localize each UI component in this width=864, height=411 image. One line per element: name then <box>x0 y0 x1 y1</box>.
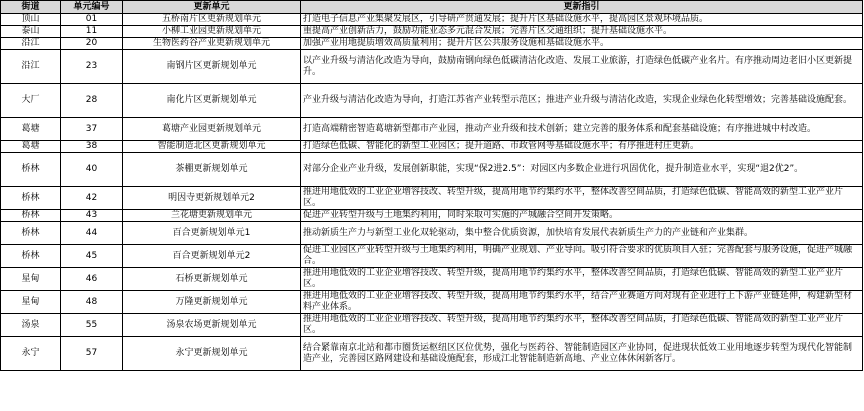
renewal-guide-cell: 结合紧靠南京北站和都市圈货运枢纽区区位优势，强化与医药谷、智能制造园区产业协同，促进现状低效工业用地逐步转型为现代化智能制造产业，完善园区路网建设和基础设施配套，形成江北智能制造新高地、产业立体休闲新客厅。 <box>301 337 863 371</box>
unit-code-cell: 28 <box>61 84 123 118</box>
street-cell: 桥林 <box>1 187 61 210</box>
table-row <box>1 222 863 245</box>
unit-code-cell: 38 <box>61 141 123 153</box>
renewal-guide-cell: 对部分企业产业升级，发展创新职能，实现“保2进2.5”：对园区内多数企业进行巩固优化，提升制造业水平，实现“退2优2”。 <box>301 153 863 187</box>
table-row <box>1 84 863 118</box>
renewal-guide-cell: 加强产业用地提质增效高质量利用；提升片区公共服务设施和基础设施水平。 <box>301 38 863 50</box>
table-row <box>1 187 863 210</box>
street-cell: 桥林 <box>1 245 61 268</box>
table-row <box>1 337 863 371</box>
header-street: 街道 <box>1 1 61 14</box>
unit-code-cell: 44 <box>61 222 123 245</box>
renewal-guide-cell: 推进用地低效的工业企业增容技改、转型升级，提高用地节约集约水平，整体改善空间品质，打造绿色低碳、智能高效的新型工业产业片区。 <box>301 268 863 291</box>
header-renewal-guide: 更新指引 <box>301 1 863 14</box>
renewal-guide-cell: 产业升级与清洁化改造为导向，打造江苏省产业转型示范区；推进产业升级与清洁化改造，实现企业绿色化转型增效；完善基础设施配套。 <box>301 84 863 118</box>
street-cell: 大厂 <box>1 84 61 118</box>
renewal-unit-cell: 万隆更新规划单元 <box>123 291 301 314</box>
unit-code-cell: 40 <box>61 153 123 187</box>
street-cell: 星甸 <box>1 291 61 314</box>
unit-code-cell: 46 <box>61 268 123 291</box>
unit-code-cell: 01 <box>61 14 123 26</box>
renewal-unit-cell: 南钢片区更新规划单元 <box>123 50 301 84</box>
renewal-unit-cell: 百合更新规划单元1 <box>123 222 301 245</box>
renewal-guide-cell: 推进用地低效的工业企业增容技改、转型升级，提高用地节约集约水平，结合产业赛道方向对现有企业进行上下游产业链延伸，构建新型材料产业体系。 <box>301 291 863 314</box>
table-row <box>1 141 863 153</box>
header-renewal-unit: 更新单元 <box>123 1 301 14</box>
renewal-unit-cell: 五桥南片区更新规划单元 <box>123 14 301 26</box>
renewal-unit-cell: 兰花塘更新规划单元 <box>123 210 301 222</box>
renewal-guide-cell: 重提高产业创新活力，鼓励功能业态多元混合发展；完善片区交通组织；提升基础设施水平。 <box>301 26 863 38</box>
table-row <box>1 153 863 187</box>
renewal-unit-cell: 石桥更新规划单元 <box>123 268 301 291</box>
street-cell: 星甸 <box>1 268 61 291</box>
street-cell: 沿江 <box>1 38 61 50</box>
table-header-row <box>1 1 863 14</box>
renewal-guide-cell: 促进产业转型升级与土地集约利用，同时采取可实施的产城融合空间开发策略。 <box>301 210 863 222</box>
renewal-unit-cell: 生物医药谷产业更新规划单元 <box>123 38 301 50</box>
unit-code-cell: 11 <box>61 26 123 38</box>
street-cell: 桥林 <box>1 153 61 187</box>
renewal-guide-cell: 推进用地低效的工业企业增容技改、转型升级，提高用地节约集约水平，整体改善空间品质，打造绿色低碳、智能高效的新型工业产业片区。 <box>301 187 863 210</box>
street-cell: 永宁 <box>1 337 61 371</box>
table-row <box>1 210 863 222</box>
renewal-guide-cell: 以产业升级与清洁化改造为导向，鼓励南钢向绿色低碳清洁化改造、发展工业旅游，打造绿色低碳产业名片。有序推动周边老旧小区更新提升。 <box>301 50 863 84</box>
renewal-unit-cell: 南化片区更新规划单元 <box>123 84 301 118</box>
unit-code-cell: 48 <box>61 291 123 314</box>
street-cell: 桥林 <box>1 222 61 245</box>
table-row <box>1 26 863 38</box>
street-cell: 汤泉 <box>1 314 61 337</box>
street-cell: 桥林 <box>1 210 61 222</box>
table-row <box>1 38 863 50</box>
unit-code-cell: 20 <box>61 38 123 50</box>
street-cell: 葛塘 <box>1 118 61 141</box>
renewal-guide-cell: 打造绿色低碳、智能化的新型工业园区；提升道路、市政管网等基础设施水平；有序推进村庄更新。 <box>301 141 863 153</box>
street-cell: 泰山 <box>1 26 61 38</box>
header-unit-code: 单元编号 <box>61 1 123 14</box>
street-cell: 顶山 <box>1 14 61 26</box>
renewal-unit-cell: 百合更新规划单元2 <box>123 245 301 268</box>
street-cell: 沿江 <box>1 50 61 84</box>
renewal-guide-cell: 推动新质生产力与新型工业化双轮驱动，集中整合优质资源，加快培育发展代表新质生产力的产业链和产业集群。 <box>301 222 863 245</box>
table-row <box>1 50 863 84</box>
renewal-guide-cell: 打造电子信息产业集聚发展区，引导研产贯通发展；提升片区基础设施水平，提高园区景观环境品质。 <box>301 14 863 26</box>
unit-code-cell: 37 <box>61 118 123 141</box>
renewal-unit-cell: 小柳工业园更新规划单元 <box>123 26 301 38</box>
renewal-unit-cell: 明因寺更新规划单元2 <box>123 187 301 210</box>
table-row <box>1 314 863 337</box>
renewal-unit-cell: 永宁更新规划单元 <box>123 337 301 371</box>
unit-code-cell: 45 <box>61 245 123 268</box>
table-row <box>1 291 863 314</box>
table-row <box>1 118 863 141</box>
renewal-guide-cell: 推进用地低效的工业企业增容技改、转型升级，提高用地节约集约水平，整体改善空间品质，打造绿色低碳、智能高效的新型工业产业片区。 <box>301 314 863 337</box>
renewal-unit-cell: 葛塘产业园更新规划单元 <box>123 118 301 141</box>
unit-code-cell: 23 <box>61 50 123 84</box>
renewal-guide-cell: 打造高端精密智造葛塘新型都市产业园，推动产业升级和技术创新；建立完善的服务体系和配套基础设施；有序推进城中村改造。 <box>301 118 863 141</box>
renewal-unit-cell: 智能制造北区更新规划单元 <box>123 141 301 153</box>
unit-code-cell: 55 <box>61 314 123 337</box>
renewal-unit-cell: 汤泉农场更新规划单元 <box>123 314 301 337</box>
unit-code-cell: 57 <box>61 337 123 371</box>
unit-code-cell: 42 <box>61 187 123 210</box>
street-cell: 葛塘 <box>1 141 61 153</box>
unit-code-cell: 43 <box>61 210 123 222</box>
renewal-guide-cell: 促进工业园区产业转型升级与土地集约利用，明确产业规划、产业导向。吸引符合要求的优质项目入驻；完善配套与服务设施，促进产城融合。 <box>301 245 863 268</box>
table-row <box>1 14 863 26</box>
table-row <box>1 268 863 291</box>
renewal-unit-cell: 茶棚更新规划单元 <box>123 153 301 187</box>
table-row <box>1 245 863 268</box>
